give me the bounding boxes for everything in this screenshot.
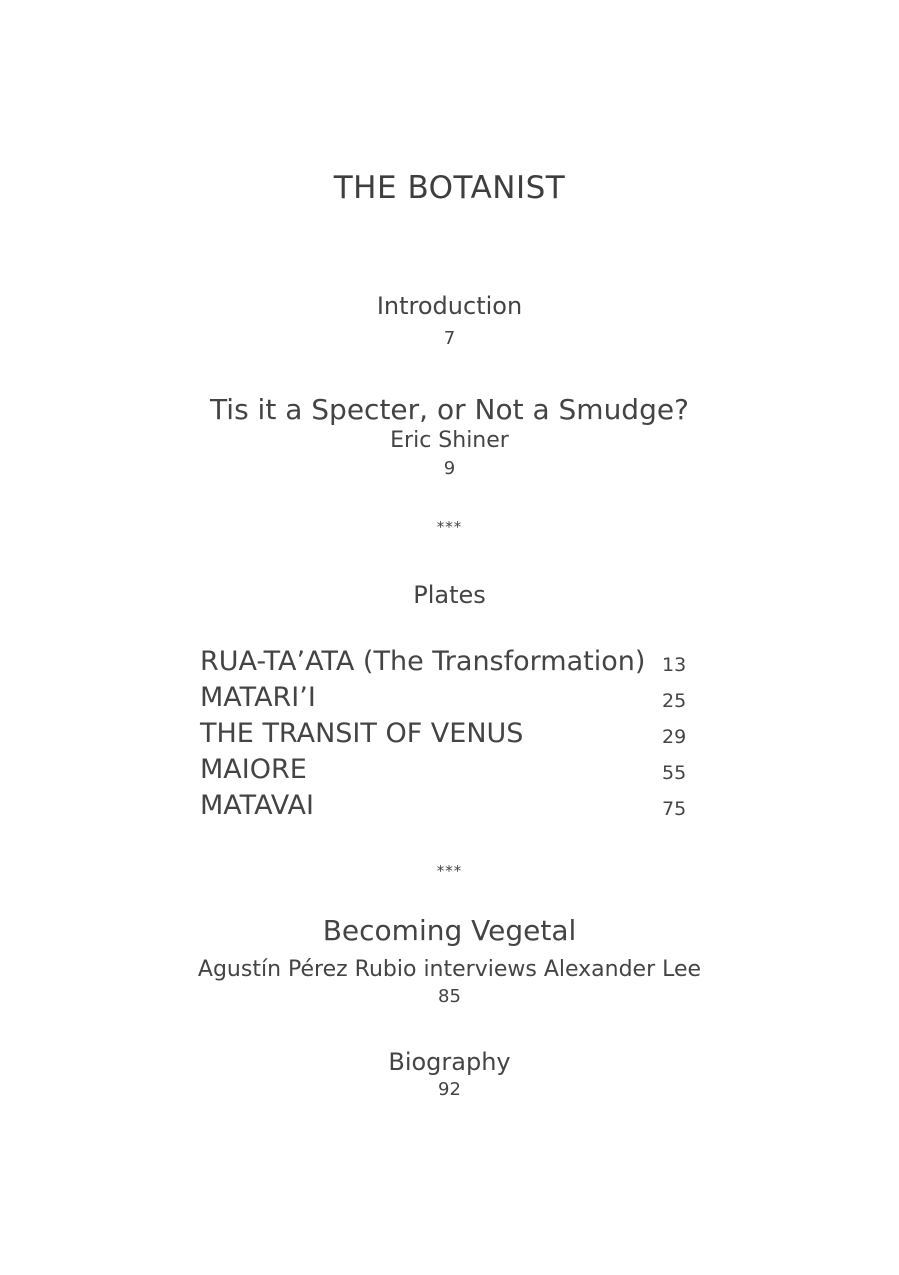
plate-title: MAIORE — [200, 754, 307, 785]
plate-entry — [200, 682, 692, 718]
plates-list — [200, 646, 692, 826]
toc-essay1-author: Eric Shiner — [390, 428, 509, 453]
plate-page: 13 — [662, 654, 687, 676]
toc-essay2-page: 85 — [438, 986, 461, 1007]
section-separator: *** — [436, 518, 463, 536]
toc-essay2-title: Becoming Vegetal — [322, 914, 577, 947]
plate-title: MATARI’I — [200, 682, 316, 713]
plate-title: RUA-TA’ATA (The Transformation) — [200, 646, 646, 677]
plate-entry — [200, 754, 692, 790]
plate-page: 29 — [662, 726, 687, 748]
plate-entry — [200, 718, 692, 754]
plate-page: 75 — [662, 798, 687, 820]
section-separator: *** — [436, 862, 463, 880]
plate-entry — [200, 646, 692, 682]
toc-essay2-author: Agustín Pérez Rubio interviews Alexander Lee — [197, 957, 702, 982]
book-title: THE BOTANIST — [333, 170, 566, 206]
plate-entry — [200, 790, 692, 826]
plate-title: MATAVAI — [200, 790, 314, 821]
plate-title: THE TRANSIT OF VENUS — [200, 718, 524, 749]
toc-plates-heading: Plates — [413, 581, 486, 609]
toc-biography: Biography — [388, 1048, 511, 1076]
toc-introduction-page: 7 — [443, 328, 456, 349]
plate-page: 55 — [662, 762, 687, 784]
plate-page: 25 — [662, 690, 687, 712]
toc-essay1-page: 9 — [443, 458, 456, 479]
toc-essay1-title: Tis it a Specter, or Not a Smudge? — [210, 393, 689, 426]
toc-introduction: Introduction — [376, 292, 523, 320]
toc-biography-page: 92 — [438, 1079, 461, 1100]
